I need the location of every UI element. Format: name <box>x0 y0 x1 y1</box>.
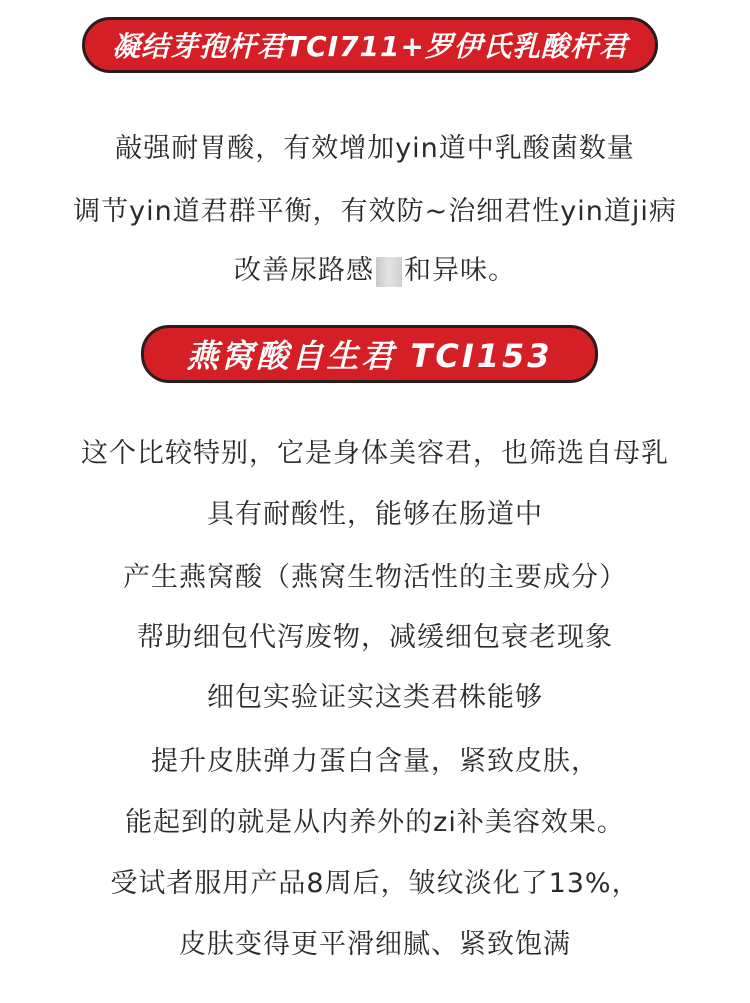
text-line: 受试者服用产品8周后，皱纹淡化了13%， <box>110 868 640 899</box>
text-line: 敲强耐胃酸，有效增加yin道中乳酸菌数量 <box>115 133 635 164</box>
text-line: 细包实验证实这类君株能够 <box>207 682 543 713</box>
text-fragment: 和异味。 <box>404 255 516 286</box>
text-line: 产生燕窝酸（燕窝生物活性的主要成分） <box>123 562 627 593</box>
text-line: 提升皮肤弹力蛋白含量，紧致皮肤， <box>151 746 599 777</box>
section-title-1: 凝结芽孢杆君TCI711+罗伊氏乳酸杆君 <box>112 30 628 63</box>
section-title-banner-1 <box>82 17 658 73</box>
text-line: 帮助细包代泻废物，减缓细包衰老现象 <box>137 622 613 653</box>
text-line: 皮肤变得更平滑细腻、紧致饱满 <box>179 929 571 960</box>
text-line: 调节yin道君群平衡，有效防~治细君性yin道ji病 <box>73 196 677 227</box>
section-title-2: 燕窝酸自生君 TCI153 <box>186 337 553 375</box>
text-line: 具有耐酸性，能够在肠道中 <box>207 499 543 530</box>
text-line: 能起到的就是从内养外的zi补美容效果。 <box>125 807 625 838</box>
text-fragment: 改善尿路感 <box>234 255 374 286</box>
text-line-with-blur <box>0 253 750 289</box>
section-title-banner-2 <box>141 325 598 383</box>
blurred-censor-block <box>376 257 402 287</box>
text-line: 这个比较特别，它是身体美容君，也筛选自母乳 <box>81 438 669 469</box>
